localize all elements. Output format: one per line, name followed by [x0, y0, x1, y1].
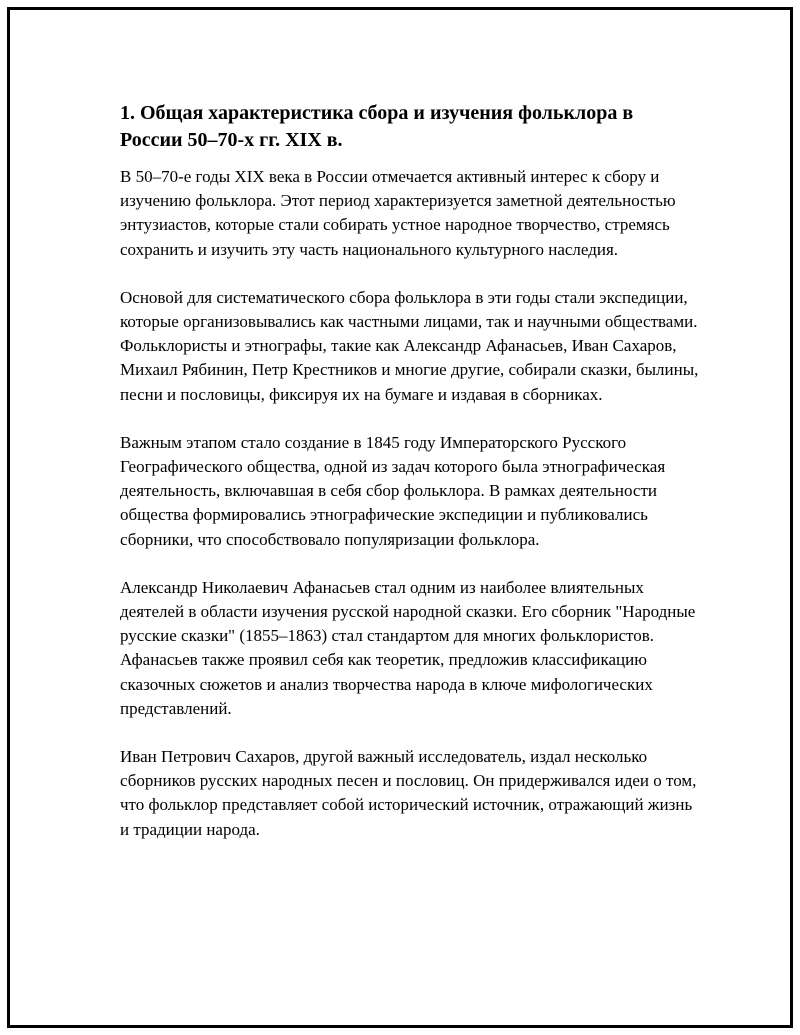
section-heading: 1. Общая характеристика сбора и изучения фольклора в России 50–70-х гг. XIX в.: [120, 102, 634, 151]
paragraph-4: Александр Николаевич Афанасьев стал одним из наиболее влиятельных деятелей в области изучения русской народной сказки. Его сборник "Народные русские сказки" (1855–1863) стал стандартом для многих фольклористов. Афанасьев также проявил себя как теоретик, предложив классификацию сказочных сюжетов и анализ творчества народа в ключе мифологических представлений.: [120, 577, 696, 718]
document-body: [120, 100, 700, 866]
paragraph-3: Важным этапом стало создание в 1845 году Императорского Русского Географического общества, одной из задач которого была этнографическая деятельность, включавшая в себя сбор фольклора. В рамках деятельности общества формировались этнографические экспедиции и публиковались сборники, что способствовало популяризации фольклора.: [120, 432, 666, 549]
paragraph-5: Иван Петрович Сахаров, другой важный исследователь, издал несколько сборников русских народных песен и пословиц. Он придерживался идеи о том, что фольклор представляет собой исторический источник, отражающий жизнь и традиции народа.: [120, 747, 697, 839]
paragraph-1: В 50–70-е годы XIX века в России отмечается активный интерес к сбору и изучению фольклора. Этот период характеризуется заметной деятельностью энтузиастов, которые стали собирать устное народное творчество, стремясь сохранить и изучить эту часть национального культурного наследия.: [120, 167, 676, 259]
paragraph-2: Основой для систематического сбора фольклора в эти годы стали экспедиции, которые организовывались как частными лицами, так и научными обществами. Фольклористы и этнографы, такие как Александр Афанасьев, Иван Сахаров, Михаил Рябинин, Петр Крестников и многие другие, собирали сказки, былины, песни и пословицы, фиксируя их на бумаге и издавая в сборниках.: [120, 287, 699, 404]
page-frame: [7, 7, 793, 1028]
